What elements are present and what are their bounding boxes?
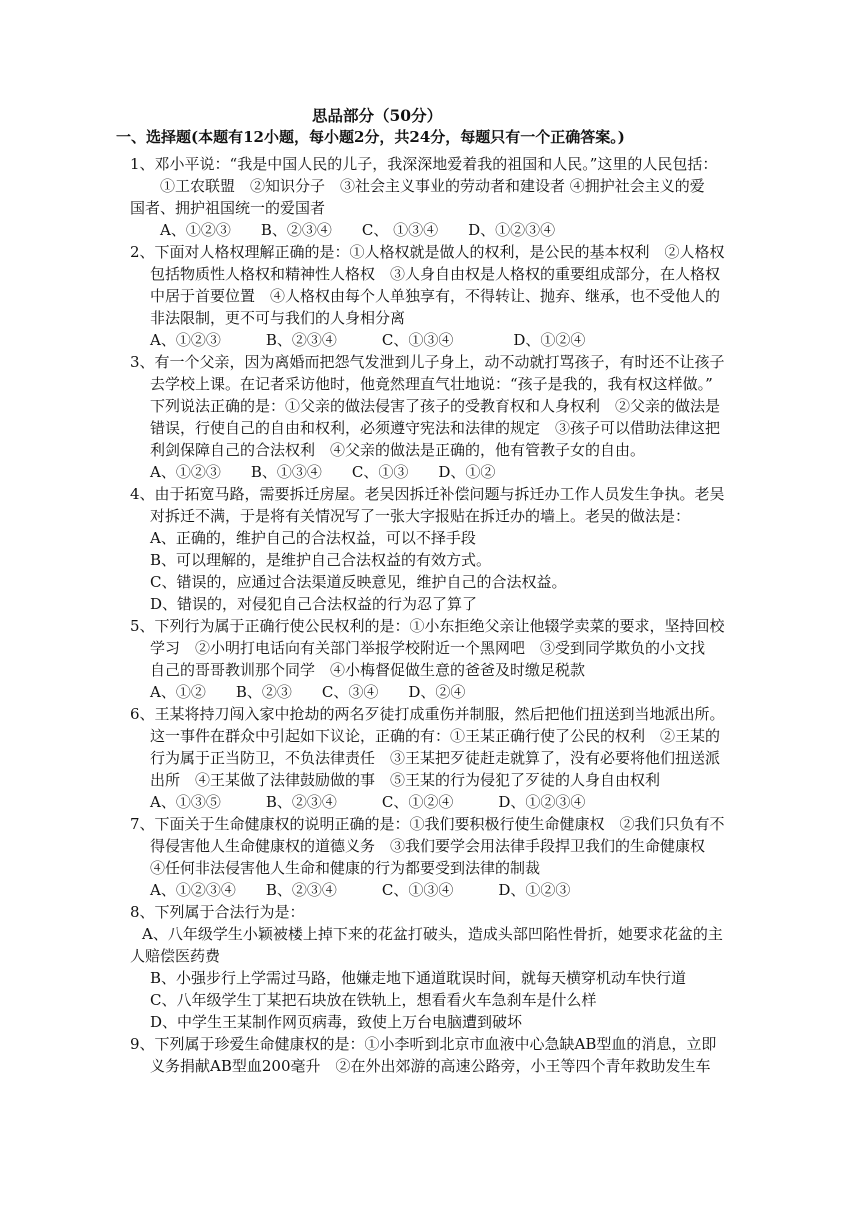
question-6-line: 这一事件在群众中引起如下议论，正确的有：①王某正确行使了公民的权利 ②王某的 — [150, 727, 721, 745]
section-title: 思品部分（50分） — [312, 106, 443, 125]
question-8-option-d: D、中学生王某制作网页病毒，致使上万台电脑遭到破坏 — [150, 1013, 523, 1031]
question-5-options: A、①② B、②③ C、③④ D、②④ — [150, 683, 466, 701]
question-1-options: A、①②③ B、②③④ C、 ①③④ D、①②③④ — [160, 221, 556, 239]
question-9-line: 9、下列属于珍爱生命健康权的是：①小李听到北京市血液中心急缺AB型血的消息，立即 — [130, 1035, 717, 1053]
question-6-line: 行为属于正当防卫，不负法律责任 ③王某把歹徒赶走就算了，没有必要将他们扭送派 — [150, 749, 721, 767]
question-2-line: 包括物质性人格权和精神性人格权 ③人身自由权是人格权的重要组成部分，在人格权 — [150, 265, 721, 283]
question-4-line: 4、由于拓宽马路，需要拆迁房屋。老吴因拆迁补偿问题与拆迁办工作人员发生争执。老吴 — [130, 485, 725, 503]
question-5-line: 自己的哥哥教训那个同学 ④小梅督促做生意的爸爸及时缴足税款 — [150, 661, 586, 679]
question-4-option-c: C、错误的，应通过合法渠道反映意见，维护自己的合法权益。 — [150, 573, 567, 591]
question-4-option-d: D、错误的，对侵犯自己合法权益的行为忍了算了 — [150, 595, 478, 613]
question-7-line: ④任何非法侵害他人生命和健康的行为都要受到法律的制裁 — [150, 859, 541, 877]
question-3-line: 错误，行使自己的自由和权利，必须遵守宪法和法律的规定 ③孩子可以借助法律这把 — [150, 419, 721, 437]
question-7-line: 7、下面关于生命健康权的说明正确的是：①我们要积极行使生命健康权 ②我们只负有不 — [130, 815, 725, 833]
question-2-options: A、①②③ B、②③④ C、①③④ D、①②④ — [150, 331, 586, 349]
choice-section-heading: 一、选择题(本题有12小题，每小题2分，共24分，每题只有一个正确答案。) — [116, 128, 625, 146]
question-8-line: 8、下列属于合法行为是： — [130, 903, 305, 921]
question-6-line: 出所 ④王某做了法律鼓励做的事 ⑤王某的行为侵犯了歹徒的人身自由权利 — [150, 771, 661, 789]
question-4-option-b: B、可以理解的，是维护自己合法权益的有效方式。 — [150, 551, 492, 569]
question-5-line: 5、下列行为属于正确行使公民权利的是：①小东拒绝父亲让他辍学卖菜的要求，坚持回校 — [130, 617, 725, 635]
question-4-option-a: A、正确的，维护自己的合法权益，可以不择手段 — [150, 529, 476, 547]
question-3-line: 利剑保障自己的合法权利 ④父亲的做法是正确的，他有管教子女的自由。 — [150, 441, 646, 459]
question-7-line: 得侵害他人生命健康权的道德义务 ③我们要学会用法律手段捍卫我们的生命健康权 — [150, 837, 706, 855]
question-8-option-a: A、八年级学生小颖被楼上掉下来的花盆打破头，造成头部凹陷性骨折，她要求花盆的主 — [142, 925, 723, 943]
question-6-line: 6、王某将持刀闯入家中抢劫的两名歹徒打成重伤并制服，然后把他们扭送到当地派出所。 — [130, 705, 725, 723]
question-6-options: A、①③⑤ B、②③④ C、①②④ D、①②③④ — [150, 793, 586, 811]
question-3-line: 去学校上课。在记者采访他时，他竟然理直气壮地说：“孩子是我的，我有权这样做。” — [150, 375, 713, 393]
question-5-line: 学习 ②小明打电话向有关部门举报学校附近一个黑网吧 ③受到同学欺负的小文找 — [150, 639, 706, 657]
question-3-line: 下列说法正确的是：①父亲的做法侵害了孩子的受教育权和人身权利 ②父亲的做法是 — [150, 397, 721, 415]
question-3-line: 3、有一个父亲，因为离婚而把怨气发泄到儿子身上，动不动就打骂孩子，有时还不让孩子 — [130, 353, 725, 371]
question-2-line: 2、下面对人格权理解正确的是：①人格权就是做人的权利，是公民的基本权利 ②人格权 — [130, 243, 725, 261]
question-7-options: A、①②③④ B、②③④ C、①③④ D、①②③ — [150, 881, 571, 899]
question-3-options: A、①②③ B、①③④ C、①③ D、①② — [150, 463, 496, 481]
question-4-line: 对拆迁不满，于是将有关情况写了一张大字报贴在拆迁办的墙上。老吴的做法是： — [150, 507, 691, 525]
question-8-option-c: C、八年级学生丁某把石块放在铁轨上，想看看火车急刹车是什么样 — [150, 991, 597, 1009]
question-1-line: 1、邓小平说：“我是中国人民的儿子，我深深地爱着我的祖国和人民。”这里的人民包括： — [130, 155, 718, 173]
question-2-line: 非法限制，更不可与我们的人身相分离 — [150, 309, 406, 327]
question-1-line: ①工农联盟 ②知识分子 ③社会主义事业的劳动者和建设者 ④拥护社会主义的爱 — [160, 177, 705, 195]
question-1-line: 国者、拥护祖国统一的爱国者 — [130, 199, 326, 217]
question-8-option-a-cont: 人赔偿医药费 — [130, 947, 221, 965]
question-8-option-b: B、小强步行上学需过马路，他嫌走地下通道耽误时间，就每天横穿机动车快行道 — [150, 969, 687, 987]
question-2-line: 中居于首要位置 ④人格权由每个人单独享有，不得转让、抛弃、继承，也不受他人的 — [150, 287, 721, 305]
question-9-line: 义务捐献AB型血200毫升 ②在外出郊游的高速公路旁，小王等四个青年救助发生车 — [150, 1057, 711, 1075]
